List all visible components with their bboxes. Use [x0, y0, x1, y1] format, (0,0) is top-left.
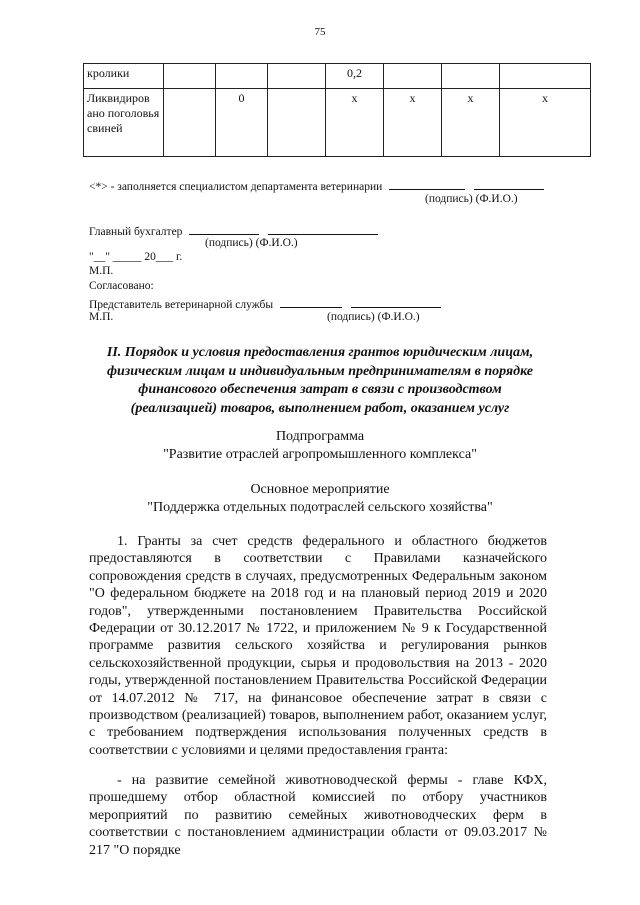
page-number: 75 — [314, 26, 326, 38]
table-cell — [442, 64, 500, 89]
table-cell: x — [500, 89, 591, 157]
table-cell — [268, 89, 326, 157]
footnote — [89, 178, 544, 193]
date-line: "__" _____ 20___ г. — [89, 251, 183, 263]
table-cell: кролики — [84, 64, 164, 89]
table-cell: Ликвидиров ано поголовья свиней — [84, 89, 164, 157]
subprogram-label: Подпрограмма — [275, 429, 365, 444]
table-row — [84, 64, 591, 89]
main-event-label: Основное мероприятие — [250, 482, 390, 497]
table-cell: 0,2 — [326, 64, 384, 89]
paragraph-grants: 1. Гранты за счет средств федерального и областного бюджетов предоставляются в соответствии с Правилами казначейского сопровождения средств в случаях, предусмотренных Федеральным законом "О федеральном бюджете на 2018 год и на плановый период 2019 и 2020 годов", утвержденными постановлением Правительства Российской Федерации от 30.12.2017 № 1722, и приложением № 9 к Государственной программе развития сельского хозяйства и регулирования рынков сельскохозяйственной продукции, сырья и продовольствия на 2013 - 2020 годы, утвержденной постановлением Правительства Российской Федерации от 14.07.2012 № 717, на финансовое обеспечение затрат в связи с производством (реализацией) товаров, выполнением работ, оказанием услуг, с требованием подтверждения использования полученных средств в соответствии с условиями и целями предоставления гранта: — [89, 534, 547, 758]
chief-accountant-line — [89, 223, 378, 238]
vet-rep-label: Представитель ветеринарной службы — [89, 299, 274, 311]
livestock-table — [83, 63, 591, 157]
table-cell: x — [442, 89, 500, 157]
stamp-place: М.П. — [89, 265, 114, 277]
table-cell — [500, 64, 591, 89]
main-event-name: "Поддержка отдельных подотраслей сельского хозяйства" — [147, 500, 493, 515]
signature-blank — [389, 178, 465, 190]
chief-accountant-label: Главный бухгалтер — [89, 226, 183, 238]
table-cell: x — [384, 89, 442, 157]
table-cell — [268, 64, 326, 89]
footnote-caption: (подпись) (Ф.И.О.) — [425, 193, 518, 205]
table-cell — [384, 64, 442, 89]
table-cell: x — [326, 89, 384, 157]
agreed-label: Согласовано: — [89, 280, 154, 292]
table-cell: 0 — [216, 89, 268, 157]
stamp-place-2: М.П. — [89, 311, 114, 323]
footnote-text: <*> - заполняется специалистом департамента ветеринарии — [89, 181, 383, 193]
name-blank — [268, 223, 378, 235]
signature-blank — [189, 223, 259, 235]
vet-rep-line — [89, 296, 441, 311]
name-blank — [474, 178, 544, 190]
signature-blank — [280, 296, 342, 308]
subprogram-name: "Развитие отраслей агропромышленного комплекса" — [163, 447, 477, 462]
paragraph-family-farm: - на развитие семейной животноводческой фермы - главе КФХ, прошедшему отбор областной комиссией по отбору участников мероприятий по развитию семейных животноводческих ферм в соответствии с постановлением администрации области от 09.03.2017 № 217 "О порядке — [89, 773, 547, 858]
table-cell — [164, 64, 216, 89]
table-cell — [216, 64, 268, 89]
section-heading: II. Порядок и условия предоставления грантов юридическим лицам, физическим лицам и индивидуальным предпринимателям в порядке финансового обеспечения затрат в связи с производством (реализацией) товаров, выполнением работ, оказанием услуг — [106, 345, 534, 416]
vet-rep-caption: (подпись) (Ф.И.О.) — [327, 311, 420, 323]
table-cell — [164, 89, 216, 157]
name-blank — [351, 296, 441, 308]
chief-accountant-caption: (подпись) (Ф.И.О.) — [205, 237, 298, 249]
table-row — [84, 89, 591, 157]
